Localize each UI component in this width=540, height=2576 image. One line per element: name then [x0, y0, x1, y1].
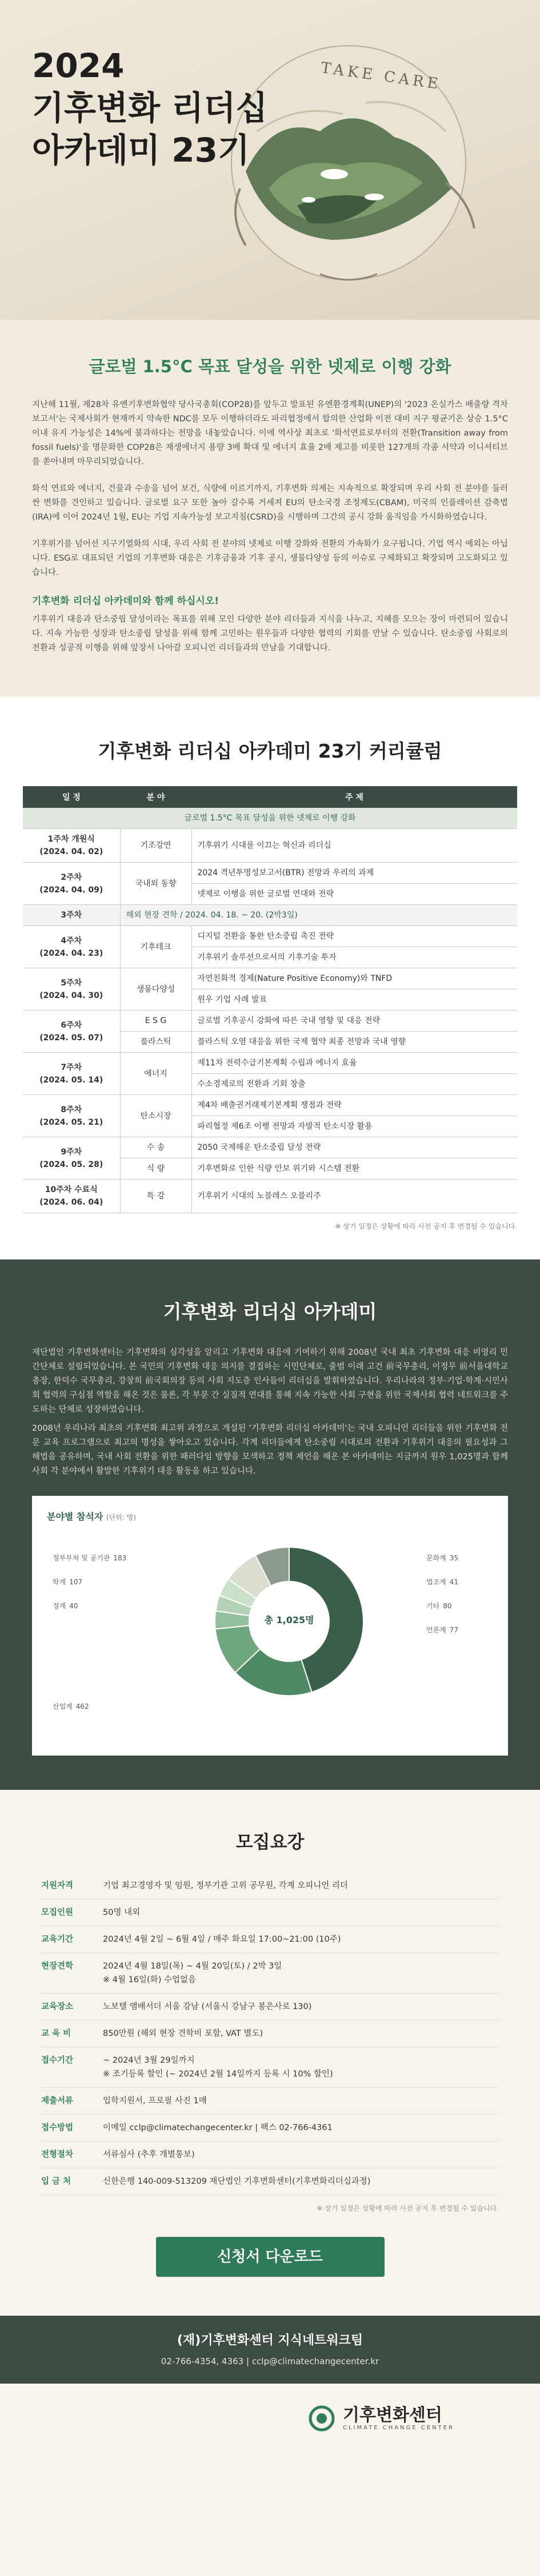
- curriculum-section: [0, 697, 540, 1259]
- recruit-row: [41, 1926, 499, 1953]
- recruit-heading: 모집요강: [235, 1832, 305, 1853]
- recruit-value: [103, 1906, 140, 1919]
- curriculum-field: 기조강연: [120, 829, 191, 863]
- recruit-value-line: ※ 4월 16일(화) 수업없음: [103, 1975, 197, 1985]
- recruit-value-line: 50명 내외: [103, 1908, 141, 1917]
- legend-label: 문화계: [426, 1554, 446, 1562]
- recruit-note: ※ 상기 일정은 상황에 따라 사전 공지 후 변경될 수 있습니다.: [317, 2204, 499, 2212]
- curriculum-topic: 제11차 전력수급기본계획 수립과 에너지 효율: [191, 1053, 517, 1074]
- hero-banner: [0, 0, 540, 320]
- recruit-label: 전형절차: [41, 2150, 74, 2159]
- recruit-label: 입 금 처: [41, 2177, 71, 2186]
- curriculum-week: 1주차 개원식 (2024. 04. 02): [23, 829, 120, 863]
- recruit-row: [41, 1899, 499, 1926]
- legend-item: [426, 1553, 458, 1563]
- recruit-row: [41, 2115, 499, 2142]
- recruit-label: 모집인원: [41, 1908, 74, 1917]
- recruit-value: [103, 2148, 195, 2162]
- legend-item: [53, 1553, 126, 1563]
- legend-value: 183: [113, 1554, 127, 1562]
- recruit-label: 교육기간: [41, 1935, 74, 1944]
- curriculum-week: 3주차: [23, 905, 120, 926]
- recruit-value-line: ※ 조기등록 할인 (~ 2024년 2월 14일까지 등록 시 10% 할인): [103, 2070, 333, 2079]
- recruit-value: [103, 1933, 341, 1946]
- curriculum-week: 9주차 (2024. 05. 28): [23, 1137, 120, 1180]
- recruit-value: [103, 2121, 333, 2135]
- legend-label: 법조계: [426, 1578, 446, 1586]
- recruit-value-line: 노보텔 앰배서더 서울 강남 (서울시 강남구 봉은사로 130): [103, 2002, 312, 2011]
- recruit-value: [103, 2000, 311, 2014]
- curriculum-field: 식 량: [120, 1158, 191, 1180]
- recruit-value-line: 2024년 4월 2일 ~ 6월 4일 / 매주 화요일 17:00~21:00 (10주): [103, 1935, 341, 1944]
- legend-label: 언론계: [426, 1626, 446, 1634]
- legend-value: 107: [69, 1578, 83, 1586]
- curriculum-week: 7주차 (2024. 05. 14): [23, 1053, 120, 1095]
- recruit-label: 접수기간: [41, 2056, 74, 2065]
- curriculum-field: 에너지: [120, 1053, 191, 1095]
- logo-bar: [0, 2384, 540, 2453]
- curriculum-topic: 디지털 전환을 통한 탄소중립 촉진 전략: [191, 926, 517, 947]
- header-field: 분 야: [120, 786, 191, 808]
- stat-title-text: 분야별 참석자: [47, 1511, 103, 1522]
- legend-item: [53, 1701, 89, 1711]
- stat-unit: (단위: 명): [106, 1514, 136, 1522]
- attendee-stats-box: [32, 1496, 508, 1756]
- recruit-value-line: 서류심사 (추후 개별통보): [103, 2150, 195, 2159]
- legend-value: 462: [75, 1702, 89, 1710]
- logo-name: 기후변화센터: [343, 2405, 442, 2425]
- legend-value: 35: [449, 1554, 459, 1562]
- curriculum-field: 기후테크: [120, 926, 191, 968]
- recruit-value-line: 기업 최고경영자 및 임원, 정부기관 고위 공무원, 각계 오피니언 리더: [103, 1881, 348, 1890]
- download-application-button[interactable]: 신청서 다운로드: [156, 2237, 385, 2277]
- center-logo: [309, 2405, 454, 2432]
- curriculum-field: 생물다양성: [120, 968, 191, 1011]
- curriculum-topic: 기후위기 시대를 이끄는 혁신과 리더십: [191, 829, 517, 863]
- hero-title-line-3: 아카데미 23기: [32, 131, 250, 170]
- academy-paragraph-1: 재단법인 기후변화센터는 기후변화의 심각성을 알리고 기후변화 대응에 기여하기 위해 2008년 국내 최초 기후변화 대응 비영리 민간단체로 설립되었습니다. 본 국민의 기후변화 대응 의지를 결집하는 시민단체로, 출범 이래 고건 前국무총리, 이정무 前서울대학교 총장, 한덕수 국무총리, 강창희 前국회의장 등의 사회 지도층 인사들이 리더십을 발휘하였습니다. 우리나라의 정부·기업·학계·시민사회 협력의 구심점 역할을 해온 것은 물론, 각 부문 간 실질적 연대를 통해 지속 가능한 사회 구현을 위한 국제사회 협력 네트워크를 주도하는 단체로 성장하였습니다.: [32, 1348, 508, 1414]
- recruit-value-line: 이메일 cclp@climatechangecenter.kr | 팩스 02-766-4361: [103, 2123, 333, 2132]
- intro-paragraph-3: 기후위기를 넘어선 지구기열화의 시대, 우리 사회 전 분야의 넷제로 이행 강화와 전환의 가속화가 요구됩니다. 기업 역시 예외는 아닙니다. ESG로 대표되던 기업의 기후변화 대응은 기후금융과 기후 공시, 생물다양성 등의 이슈로 구체화되고 확장되며 고도화되고 있습니다.: [32, 540, 508, 577]
- recruit-row: [41, 1953, 499, 1994]
- curriculum-row: [23, 905, 517, 926]
- curriculum-field: 특 강: [120, 1180, 191, 1213]
- recruit-row: [41, 2020, 499, 2047]
- legend-item: [53, 1577, 82, 1587]
- recruit-label: 지원자격: [41, 1881, 74, 1890]
- curriculum-theme-band: 글로벌 1.5°C 목표 달성을 위한 넷제로 이행 강화: [23, 808, 517, 829]
- curriculum-topic: 파리협정 제6조 이행 전망과 자발적 탄소시장 활용: [191, 1116, 517, 1137]
- curriculum-table: [23, 786, 517, 1213]
- hero-title: [32, 45, 267, 171]
- curriculum-row: [23, 829, 517, 863]
- legend-value: 77: [449, 1626, 459, 1634]
- recruit-label: 현장견학: [41, 1962, 74, 1971]
- recruit-value-line: 신한은행 140-009-513209 재단법인 기후변화센터(기후변화리더십과정): [103, 2177, 371, 2186]
- recruit-row: [41, 2088, 499, 2115]
- recruit-value: [103, 2054, 333, 2081]
- curriculum-row: [23, 1180, 517, 1213]
- curriculum-row: [23, 968, 517, 989]
- curriculum-week: 2주차 (2024. 04. 09): [23, 863, 120, 905]
- curriculum-topic: 수소경제로의 전환과 기회 창출: [191, 1074, 517, 1095]
- intro-section: [0, 320, 540, 697]
- curriculum-note: ※ 상기 일정은 상황에 따라 사전 공지 후 변경될 수 있습니다.: [335, 1222, 517, 1230]
- intro-subheading: 기후변화 리더십 아카데미와 함께 하십시오!: [32, 595, 219, 607]
- recruit-value-line: 입학지원서, 프로필 사진 1매: [103, 2096, 207, 2106]
- legend-item: [426, 1577, 458, 1587]
- curriculum-week: 6주차 (2024. 05. 07): [23, 1011, 120, 1053]
- curriculum-row: [23, 1095, 517, 1116]
- donut-total-label: 총 1,025명: [264, 1615, 314, 1625]
- intro-heading: 글로벌 1.5°C 목표 달성을 위한 넷제로 이행 강화: [89, 357, 451, 376]
- footer-contact: 02-766-4354, 4363 | cclp@climatechangecenter.kr: [161, 2356, 379, 2366]
- recruit-label: 교육장소: [41, 2002, 74, 2011]
- curriculum-field: 수 송: [120, 1137, 191, 1158]
- recruit-row: [41, 2047, 499, 2088]
- curriculum-field: 국내외 동향: [120, 863, 191, 905]
- curriculum-row: [23, 1053, 517, 1074]
- curriculum-row: [23, 1011, 517, 1032]
- legend-item: [426, 1601, 451, 1611]
- curriculum-topic: 기후위기 솔루션으로서의 기후기술 투자: [191, 947, 517, 968]
- curriculum-topic: 글로벌 기후공시 강화에 따른 국내 영향 및 대응 전략: [191, 1011, 517, 1032]
- curriculum-topic: 제4차 배출권거래제기본계획 쟁점과 전략: [191, 1095, 517, 1116]
- curriculum-topic: 기후변화로 인한 식량 안보 위기와 시스템 전환: [191, 1158, 517, 1180]
- recruit-row: [41, 1994, 499, 2020]
- header-schedule: 일 정: [23, 786, 120, 808]
- recruit-section: [0, 1790, 540, 2316]
- recruit-label: 교 육 비: [41, 2029, 71, 2038]
- legend-value: 40: [69, 1602, 78, 1610]
- curriculum-week: 8주차 (2024. 05. 21): [23, 1095, 120, 1137]
- curriculum-topic: 기후위기 시대의 노블레스 오블리주: [191, 1180, 517, 1213]
- hero-title-line-1: 2024: [32, 46, 125, 85]
- curriculum-topic: 넷제로 이행을 위한 글로벌 연대와 전략: [191, 884, 517, 905]
- curriculum-topic: 해외 현장 견학 / 2024. 04. 18. ~ 20. (2박3일): [120, 905, 517, 926]
- curriculum-topic: 자연친화적 경제(Nature Positive Economy)와 TNFD: [191, 968, 517, 989]
- curriculum-topic: 원우 기업 사례 발표: [191, 989, 517, 1011]
- recruit-row: [41, 2142, 499, 2168]
- curriculum-topic: 2050 국제해운 탄소중립 달성 전략: [191, 1137, 517, 1158]
- legend-item: [426, 1625, 458, 1635]
- curriculum-topic: 플라스틱 오염 대응을 위한 국제 협약 최종 전망과 국내 영향: [191, 1032, 517, 1053]
- legend-item: [53, 1601, 78, 1611]
- legend-value: 41: [449, 1578, 459, 1586]
- recruit-value: [103, 2027, 263, 2040]
- recruit-value-line: ~ 2024년 3월 29일까지: [103, 2056, 195, 2065]
- curriculum-row: [23, 863, 517, 884]
- legend-label: 정계: [53, 1602, 66, 1610]
- recruit-value: [103, 1959, 282, 1987]
- curriculum-topic: 2024 격년투명성보고서(BTR) 전망과 우리의 과제: [191, 863, 517, 884]
- legend-label: 산업계: [53, 1702, 73, 1710]
- footer: [0, 2316, 540, 2384]
- hero-title-line-2: 기후변화 리더십: [32, 88, 268, 127]
- curriculum-field: 탄소시장: [120, 1095, 191, 1137]
- logo-subtitle: CLIMATE CHANGE CENTER: [343, 2424, 455, 2431]
- curriculum-week: 5주차 (2024. 04. 30): [23, 968, 120, 1011]
- curriculum-heading: 기후변화 리더십 아카데미 23기 커리큘럼: [98, 740, 442, 762]
- recruit-value: [103, 2175, 370, 2188]
- academy-paragraph-2: 2008년 우리나라 최초의 기후변화 최고위 과정으로 개설된 '기후변화 리더십 아카데미'는 국내 오피니언 리더들을 위한 기후변화 전문 교육 프로그램으로 최고의 명성을 쌓아오고 있습니다. 각계 리더들에게 탄소중립 시대로의 전환과 기후위기 대응의 필요성과 그 해법을 공유하며, 국내 사회 전환을 위한 패러다임 방향을 모색하고 정책 제언을 해온 본 아카데미는 지금까지 원우 1,025명과 함께 사회 각 분야에서 활발한 기후위기 대응 활동을 하고 있습니다.: [32, 1424, 508, 1476]
- header-topic: 주 제: [191, 786, 517, 808]
- legend-label: 기타: [426, 1602, 440, 1610]
- legend-label: 학계: [53, 1578, 66, 1586]
- recruit-label: 접수방법: [41, 2123, 74, 2132]
- footer-org: (재)기후변화센터 지식네트워크팀: [177, 2333, 363, 2348]
- curriculum-week: 4주차 (2024. 04. 23): [23, 926, 120, 968]
- intro-paragraph-2: 화석 연료와 에너지, 건물과 수송을 넘어 보건, 식량에 이르기까지, 기후변화 의제는 지속적으로 확장되며 우리 사회 전 분야를 둘러싼 변화를 견인하고 있습니다. 글로벌 요구 또한 높아 갈수록 거세져 EU의 탄소국경 조정제도(CBAM), 미국의 인플레이션 감축법(IRA)에 이어 2024년 1월, EU는 기업 지속가능성 보고지침(CSRD)을 시행하며 그간의 공시 강화 움직임을 가시화하였습니다.: [32, 484, 508, 522]
- intro-paragraph-4: 기후위기 대응과 탄소중립 달성이라는 목표를 위해 모인 다양한 분야 리더들과 지식을 나누고, 지혜를 모으는 장이 마련되어 있습니다. 지속 가능한 성장과 탄소중립 달성을 위해 함께 고민하는 원우들과 다양한 협력의 기회를 만날 수 있습니다. 탄소중립 사회로의 전환과 성공적 이행을 위해 앞장서 나아갈 오피니언 리더들과의 만남을 기대합니다.: [32, 615, 508, 653]
- recruit-row: [41, 1873, 499, 1899]
- intro-paragraph-1: 지난해 11월, 제28차 유엔기후변화협약 당사국총회(COP28)를 앞두고 발표된 유엔환경계획(UNEP)의 '2023 온실가스 배출량 격차 보고서'는 국제사회가 현재까지 약속한 NDC를 모두 이행하더라도 파리협정에서 합의한 산업화 이전 대비 지구 평균기온 상승 1.5°C 이내 유지 가능성은 14%에 불과하다는 전망을 내놓았습니다. 이에 역사상 최초로 '화석연료로부터의 전환(Transition away from fossil fuels)'을 명문화한 COP28은 재생에너지 용량 3배 확대 및 에너지 효율 2배 제고를 비롯한 127개의 각종 서약과 이니셔티브를 쏟아내며 마무리되었습니다.: [32, 400, 508, 466]
- recruit-label: 제출서류: [41, 2096, 74, 2106]
- curriculum-row: [23, 1137, 517, 1158]
- recruit-value-line: 2024년 4월 18일(목) ~ 4월 20일(토) / 2박 3일: [103, 1962, 282, 1971]
- curriculum-field: E S G: [120, 1011, 191, 1032]
- center-logo-icon: [309, 2405, 335, 2432]
- recruit-value: [103, 2094, 207, 2108]
- legend-value: 80: [443, 1602, 452, 1610]
- curriculum-week: 10주차 수료식 (2024. 06. 04): [23, 1180, 120, 1213]
- stat-title: [47, 1510, 136, 1523]
- curriculum-field: 플라스틱: [120, 1032, 191, 1053]
- take-care-text: TAKE CARE: [319, 59, 443, 94]
- recruit-value: [103, 1879, 348, 1893]
- legend-label: 정부부처 및 공기관: [53, 1554, 110, 1562]
- academy-section: [0, 1259, 540, 1790]
- recruit-row: [41, 2168, 499, 2195]
- academy-heading: 기후변화 리더십 아카데미: [163, 1301, 377, 1323]
- recruit-value-line: 850만원 (해외 현장 견학비 포함, VAT 별도): [103, 2029, 263, 2038]
- curriculum-row: [23, 926, 517, 947]
